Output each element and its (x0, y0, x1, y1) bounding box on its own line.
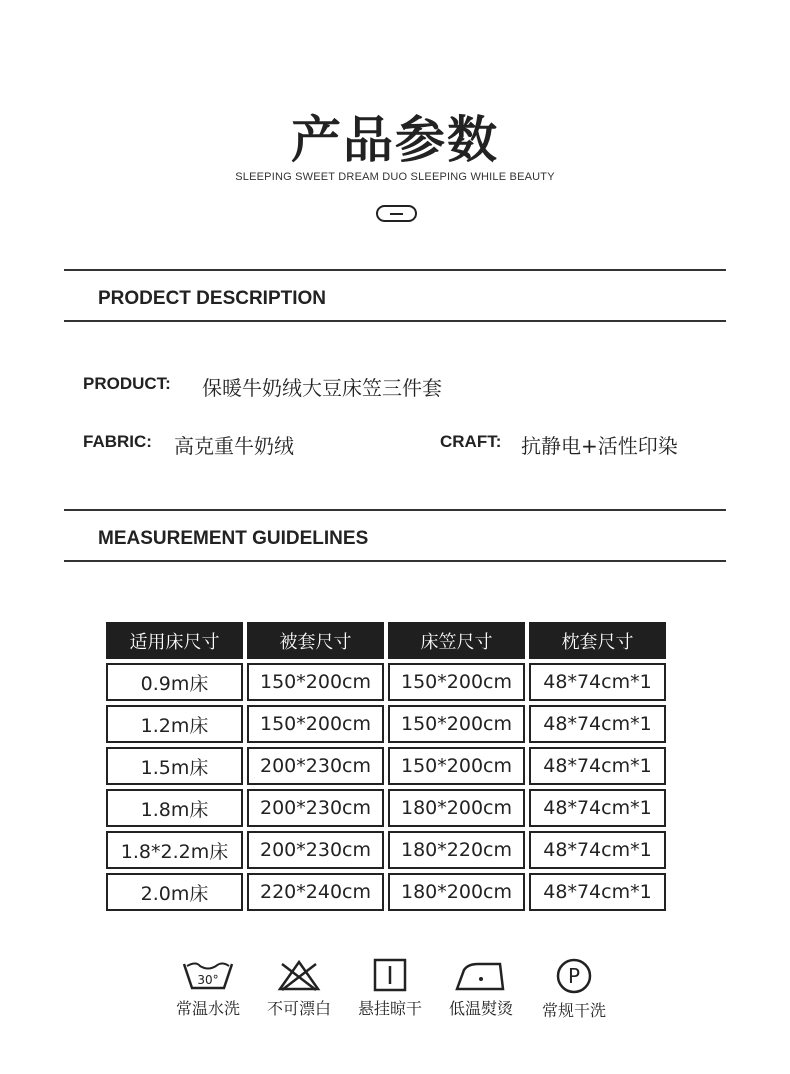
column-header: 床笠尺寸 (388, 622, 525, 659)
column-header: 适用床尺寸 (106, 622, 243, 659)
craft-value: 抗静电+活性印染 (521, 434, 678, 458)
care-item-iron (441, 958, 521, 1019)
no-bleach-icon (276, 958, 322, 992)
table-cell: 200*230cm (247, 789, 384, 827)
care-label: 常规干洗 (541, 1001, 606, 1020)
divider (64, 320, 726, 322)
size-table (102, 618, 670, 915)
care-label: 不可漂白 (266, 999, 331, 1018)
measurement-heading: MEASUREMENT GUIDELINES (98, 528, 369, 549)
table-row (106, 747, 666, 785)
table-cell: 1.8m床 (106, 789, 243, 827)
table-cell: 150*200cm (247, 705, 384, 743)
table-cell: 180*200cm (388, 873, 525, 911)
table-row (106, 873, 666, 911)
table-cell: 48*74cm*1 (529, 789, 666, 827)
table-cell: 150*200cm (247, 663, 384, 701)
table-cell: 180*220cm (388, 831, 525, 869)
craft-label: CRAFT: (440, 432, 502, 451)
table-cell: 48*74cm*1 (529, 663, 666, 701)
description-heading: PRODECT DESCRIPTION (98, 288, 327, 309)
wash-30-icon (182, 958, 234, 992)
page-subtitle: SLEEPING SWEET DREAM DUO SLEEPING WHILE BEAUTY (235, 171, 555, 183)
table-cell: 150*200cm (388, 747, 525, 785)
minus-badge-icon (376, 205, 417, 222)
care-item-hang-dry (350, 958, 430, 1019)
table-cell: 180*200cm (388, 789, 525, 827)
table-cell: 0.9m床 (106, 663, 243, 701)
table-row (106, 663, 666, 701)
divider (64, 560, 726, 562)
product-label: PRODUCT: (83, 374, 171, 393)
care-label: 悬挂晾干 (357, 999, 422, 1018)
care-item-dry-clean (534, 958, 614, 1021)
table-cell: 150*200cm (388, 663, 525, 701)
divider (64, 269, 726, 271)
table-header-row (106, 622, 666, 659)
hang-dry-icon (372, 958, 408, 992)
care-label: 常温水洗 (175, 999, 240, 1018)
table-cell: 200*230cm (247, 747, 384, 785)
low-iron-icon (454, 958, 508, 992)
care-label: 低温熨烫 (448, 999, 513, 1018)
page-title: 产品参数 (291, 111, 499, 169)
fabric-value: 高克重牛奶绒 (174, 434, 294, 458)
fabric-label: FABRIC: (83, 432, 152, 451)
table-cell: 48*74cm*1 (529, 747, 666, 785)
table-cell: 220*240cm (247, 873, 384, 911)
column-header: 枕套尺寸 (529, 622, 666, 659)
table-cell: 150*200cm (388, 705, 525, 743)
table-cell: 1.2m床 (106, 705, 243, 743)
table-cell: 1.8*2.2m床 (106, 831, 243, 869)
table-cell: 1.5m床 (106, 747, 243, 785)
care-item-wash (168, 958, 248, 1019)
dry-clean-p-icon (554, 958, 594, 994)
dry-clean-letter: P (567, 964, 581, 988)
column-header: 被套尺寸 (247, 622, 384, 659)
table-row (106, 705, 666, 743)
table-cell: 48*74cm*1 (529, 873, 666, 911)
table-cell: 48*74cm*1 (529, 831, 666, 869)
product-value: 保暖牛奶绒大豆床笠三件套 (202, 376, 442, 400)
table-row (106, 789, 666, 827)
table-cell: 2.0m床 (106, 873, 243, 911)
wash-temp-label: 30° (197, 973, 219, 987)
table-row (106, 831, 666, 869)
table-cell: 200*230cm (247, 831, 384, 869)
divider (64, 509, 726, 511)
care-item-no-bleach (259, 958, 339, 1019)
table-cell: 48*74cm*1 (529, 705, 666, 743)
